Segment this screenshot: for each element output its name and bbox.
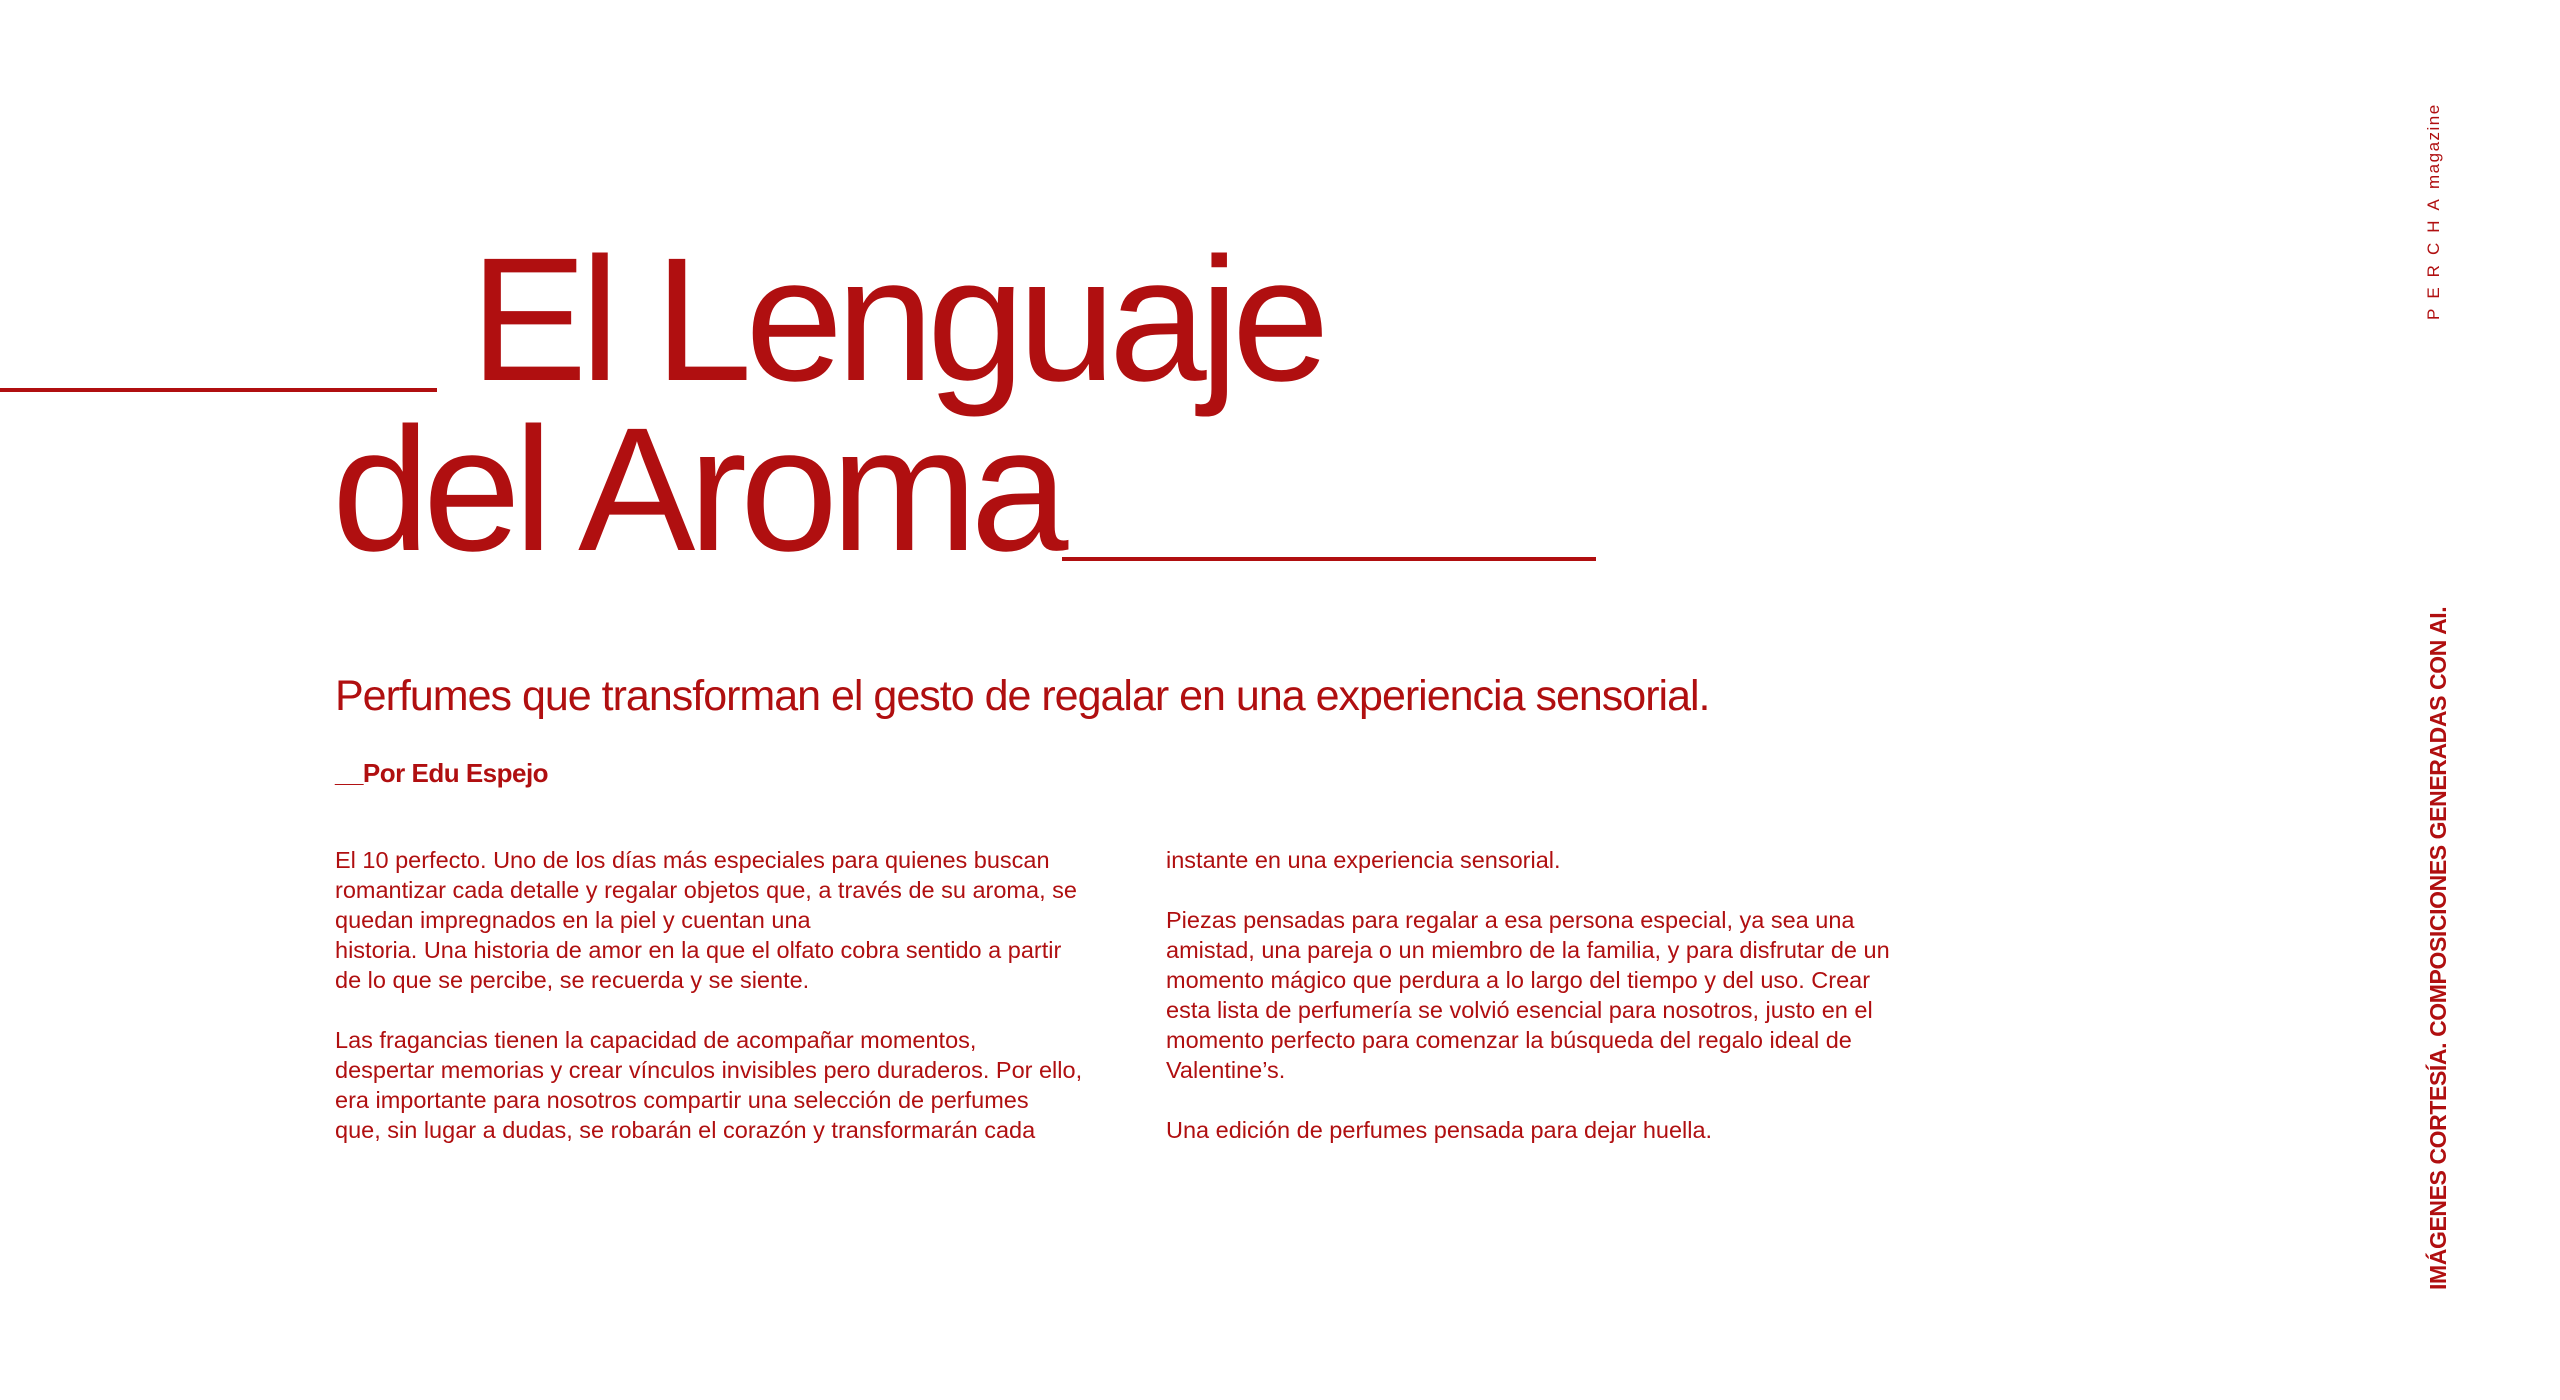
image-credit: IMÁGENES CORTESÍA. COMPOSICIONES GENERADAS CON AI. <box>2425 606 2451 1290</box>
brand-name: PERCHA <box>2424 189 2443 320</box>
body-paragraph: Una edición de perfumes pensada para dejar huella. <box>1166 1117 1713 1143</box>
brand-subtitle: magazine <box>2424 103 2443 190</box>
magazine-brand <box>2424 103 2444 320</box>
title-line-2: del Aroma <box>332 392 1062 588</box>
title-rule-right <box>1062 557 1596 561</box>
title-line-1: El Lenguaje <box>470 222 1323 418</box>
body-paragraph: Las fragancias tienen la capacidad de acompañar momentos, despertar memorias y crear vínculos invisibles pero duraderos. Por ello, era importante para nosotros compartir una selección de perfumes que, sin lugar a dudas, se robarán el corazón y transformarán cada <box>335 1027 1083 1143</box>
body-column-left <box>335 845 1135 1175</box>
body-paragraph: El 10 perfecto. Uno de los días más especiales para quienes buscan romantizar cada detalle y regalar objetos que, a través de su aroma, se quedan impregnados en la piel y cuentan una historia. Una historia de amor en la que el olfato cobra sentido a partir de lo que se percibe, se recuerda y se siente. <box>335 847 1077 993</box>
body-column-right <box>1166 845 1966 1175</box>
article-subtitle: Perfumes que transforman el gesto de regalar en una experiencia sensorial. <box>335 672 1710 720</box>
body-paragraph: Piezas pensadas para regalar a esa persona especial, ya sea una amistad, una pareja o un miembro de la familia, y para disfrutar de un momento mágico que perdura a lo largo del tiempo y del uso. Crear esta lista de perfumería se volvió esencial para nosotros, justo en el momento perfecto para comenzar la búsqueda del regalo ideal de Valentine’s. <box>1166 907 1890 1083</box>
article-byline: __Por Edu Espejo <box>335 758 549 788</box>
body-paragraph: instante en una experiencia sensorial. <box>1166 847 1561 873</box>
